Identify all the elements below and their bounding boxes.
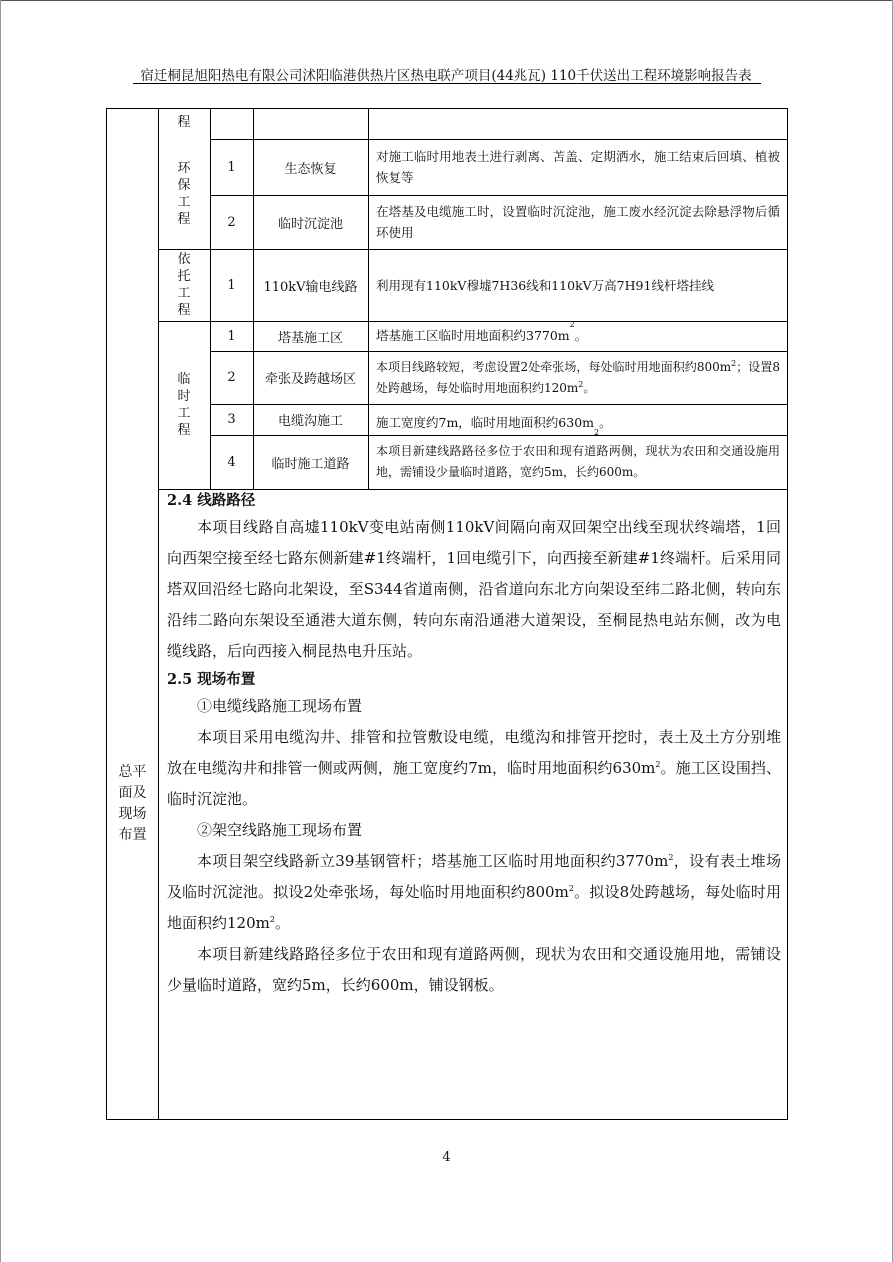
category-char: 时 — [177, 389, 191, 404]
category-char: 临 — [177, 372, 191, 387]
row-description: 塔基施工区临时用地面积约3770m 2 。 — [368, 321, 788, 351]
overhead-layout-title: ②架空线路施工现场布置 — [197, 821, 363, 839]
superscript: 2 — [668, 853, 674, 862]
desc-text: 。 — [599, 415, 612, 430]
row-description: 对施工临时用地表土进行剥离、苫盖、定期洒水，施工结束后回填、植被恢复等 — [376, 149, 780, 185]
superscript: 2 — [731, 358, 737, 368]
paragraph-cable-layout — [167, 722, 781, 815]
text-span: 。拟设8处跨越场，每处临时用地面积约120m — [167, 883, 781, 932]
category-char: 程 — [177, 212, 191, 227]
row-name: 110kV输电线路 — [263, 279, 358, 295]
section-label-line: 面及 — [118, 785, 147, 801]
section-content — [167, 490, 781, 1001]
row-number: 1 — [227, 159, 236, 175]
category-char: 保 — [177, 178, 191, 193]
row-name: 生态恢复 — [284, 161, 337, 177]
page-frame-top — [0, 0, 893, 1]
category-char: 工 — [177, 195, 191, 210]
row-name: 牵张及跨越场区 — [264, 372, 356, 387]
paragraph-temp-road: 本项目新建线路路径多位于农田和现有道路两侧，现状为农田和交通设施用地，需铺设少量临时道路，宽约5m，长约600m，铺设钢板。 — [167, 945, 781, 994]
row-number: 3 — [227, 412, 236, 427]
category-env-protection — [158, 139, 210, 249]
row-name: 临时施工道路 — [271, 456, 350, 472]
category-char: 环 — [177, 161, 191, 176]
section-label-line: 总平 — [118, 764, 147, 780]
engineering-subtable — [158, 108, 788, 489]
row-name: 临时沉淀池 — [277, 216, 343, 232]
section-label-line: 现场 — [118, 806, 147, 822]
row-description — [368, 351, 788, 404]
row-description: 在塔基及电缆施工时，设置临时沉淀池，施工废水经沉淀去除悬浮物后循环使用 — [376, 204, 780, 240]
paragraph-route: 本项目线路自高墟110kV变电站南侧110kV间隔向南双回架空出线至现状终端塔，1回向西架空接至经七路东侧新建#1终端杆，1回电缆引下，向西接至新建#1终端杆。后采用同塔双回沿经七路向北架设，至S344省道南侧，沿省道向东北方向架设至纬二路北侧，转向东沿纬二路向东架设至通港大道东侧，转向东南沿通港大道架设，至桐昆热电站东侧，改为电缆线路，后向西接入桐昆热电升压站。 — [167, 518, 781, 660]
row-number: 1 — [227, 277, 236, 293]
superscript: 2 — [269, 915, 275, 924]
text-span: ，设有表土堆场及临时沉淀池。拟设2处牵张场，每处临时用地面积约800m — [167, 852, 781, 901]
paragraph-overhead-layout — [167, 846, 781, 939]
header-rule — [133, 83, 761, 84]
row-description: 利用现有110kV穆墟7H36线和110kV万高7H91线杆塔挂线 — [376, 277, 714, 293]
category-char: 工 — [177, 406, 191, 421]
superscript: 2 — [655, 760, 661, 769]
row-description: 本项目新建线路路径多位于农田和现有道路两侧，现状为农田和交通设施用地，需铺设少量临时道路，宽约5m，长约600m。 — [376, 444, 780, 479]
text-span: 本项目采用电缆沟井、排管和拉管敷设电缆，电缆沟和排管开挖时，表土及土方分别堆放在电缆沟井和排管一侧或两侧，施工宽度约7m，临时用地面积约630m — [167, 728, 781, 777]
category-char: 程 — [177, 423, 191, 438]
category-temporary — [158, 321, 210, 489]
row-number: 2 — [227, 370, 236, 385]
page-number: 4 — [442, 1150, 451, 1165]
desc-text: 。 — [583, 380, 596, 395]
section-label — [107, 762, 158, 846]
category-char: 程 — [177, 303, 191, 318]
row-number: 1 — [227, 328, 236, 344]
desc-text: ；设置8处跨越场，每处临时用地面积约120m — [376, 359, 781, 395]
desc-text: 施工宽度约7m，临时用地面积约630m — [376, 415, 595, 430]
section-label-line: 布置 — [118, 827, 147, 843]
page-frame-left — [0, 0, 1, 1262]
category-char: 依 — [177, 252, 191, 267]
desc-text: 本项目线路较短，考虑设置2处牵张场，每处临时用地面积约800m — [376, 359, 732, 374]
row-number: 4 — [227, 454, 236, 470]
cable-layout-title: ①电缆线路施工现场布置 — [197, 697, 363, 715]
desc-text: 。 — [574, 328, 588, 343]
text-span: 。施工区设围挡、临时沉淀池。 — [167, 759, 781, 808]
row-number: 2 — [227, 214, 236, 230]
text-span: 。 — [274, 914, 290, 932]
page-header: 宿迁桐昆旭阳热电有限公司沭阳临港供热片区热电联产项目(44兆瓦) 110千伏送出工程环境影响报告表 — [140, 68, 752, 84]
row-description: 施工宽度约7m，临时用地面积约630m 2 。 — [368, 404, 788, 435]
category-dependent — [158, 249, 210, 321]
superscript: 2 — [578, 379, 584, 389]
row-name: 塔基施工区 — [277, 330, 343, 346]
heading-2-5: 2.5 现场布置 — [167, 671, 256, 688]
category-char: 托 — [177, 269, 191, 284]
category-continuation: 程 — [177, 115, 191, 130]
desc-text: 塔基施工区临时用地面积约3770m — [376, 328, 570, 343]
heading-2-4: 2.4 线路路径 — [167, 492, 256, 509]
row-name: 电缆沟施工 — [277, 414, 343, 429]
text-span: 本项目架空线路新立39基钢管杆；塔基施工区临时用地面积约3770m — [197, 852, 669, 870]
category-char: 工 — [177, 286, 191, 301]
superscript: 2 — [568, 884, 574, 893]
